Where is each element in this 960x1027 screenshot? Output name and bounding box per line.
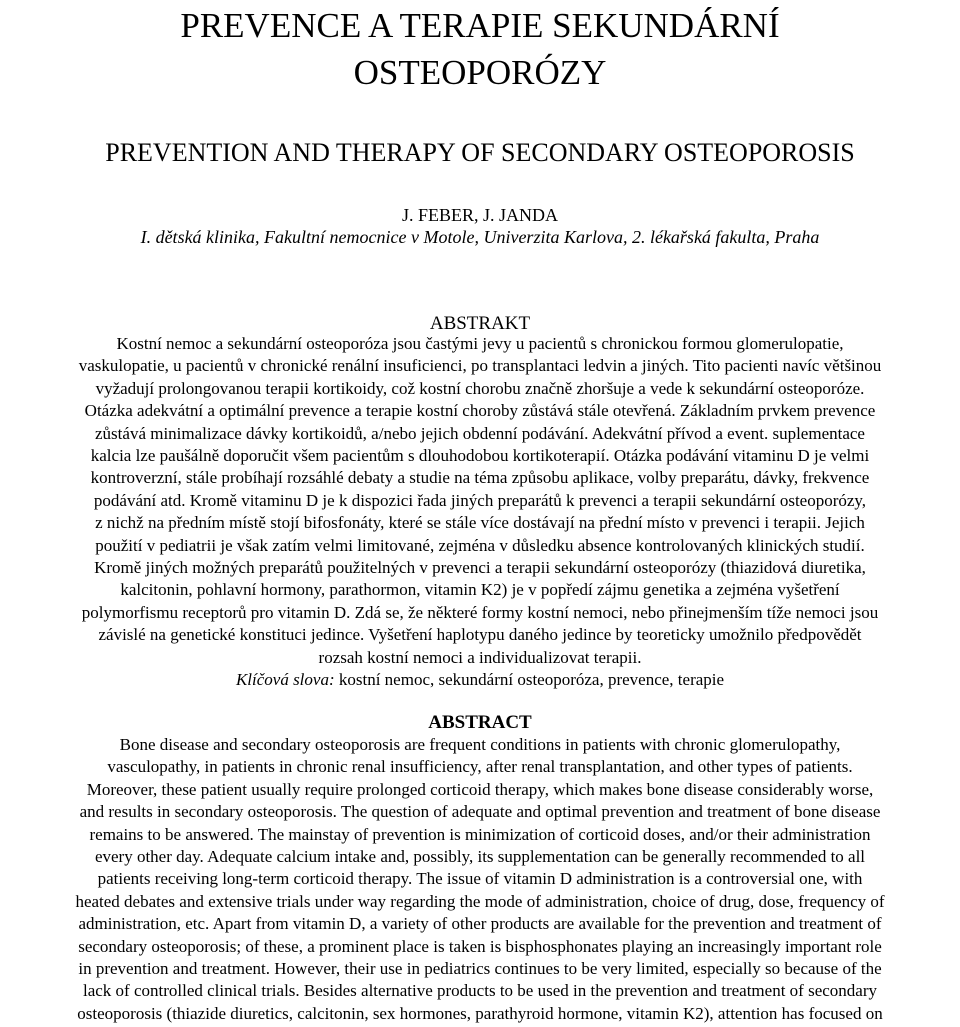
abstrakt-heading: ABSTRAKT [429, 313, 531, 334]
abstract-line: heated debates and extensive trials under way regarding the mode of administration, choice of drug, dose, frequency of [75, 891, 885, 911]
abstrakt-body [2, 333, 958, 692]
abstrakt-line: rozsah kostní nemoci a individualizovat terapii. [318, 647, 642, 667]
abstrakt-line: kalcitonin, pohlavní hormony, parathormon, vitamin K2) je v popředí zájmu genetika a zejména vyšetření [120, 580, 840, 600]
abstract-line: secondary osteoporosis; of these, a prominent place is taken is bisphosphonates playing an increasingly important role [78, 936, 882, 956]
abstract-line: remains to be answered. The mainstay of prevention is minimization of corticoid doses, and/or their administration [89, 824, 871, 844]
abstrakt-line: kalcia lze paušálně doporučit všem pacientům s dlouhodobou kortikoterapií. Otázka podávání vitaminu D je velmi [90, 446, 870, 466]
abstrakt-line: kontroverzní, stále probíhají rozsáhlé debaty a studie na téma způsobu aplikace, volby preparátu, dávky, frekvence [90, 468, 870, 488]
abstract-heading: ABSTRACT [428, 712, 532, 733]
abstrakt-line: Otázka adekvátní a optimální prevence a terapie kostní choroby zůstává stále otevřená. Základním prvkem prevence [84, 401, 876, 421]
abstract-line: Bone disease and secondary osteoporosis are frequent conditions in patients with chronic glomerulopathy, [119, 735, 841, 754]
abstrakt-line: zůstává minimalizace dávky kortikoidů, a/nebo jejich obdenní podávání. Adekvátní přívod a event. suplementace [95, 423, 865, 443]
abstrakt-line: závislé na genetické konstituci jedince. Vyšetření haplotypu daného jedince by teoreticky umožnilo předpovědět [98, 625, 862, 645]
abstrakt-line: vyžadují prolongovanou terapii kortikoidy, což kostní chorobu značně zhoršuje a vede k sekundární osteoporóze. [95, 378, 865, 398]
authors: J. FEBER, J. JANDA [401, 205, 559, 225]
title-english: PREVENTION AND THERAPY OF SECONDARY OSTEOPOROSIS [105, 138, 855, 167]
keywords-line [2, 669, 958, 691]
abstract-line: Moreover, these patient usually require prolonged corticoid therapy, which makes bone disease considerably worse, [86, 779, 874, 799]
keywords-text: kostní nemoc, sekundární osteoporóza, prevence, terapie [334, 670, 725, 690]
abstrakt-line: z nichž na předním místě stojí bifosfonáty, které se stále více dostávají na přední místo v prevenci i terapii. Jejich [95, 513, 865, 533]
title-czech [0, 2, 960, 96]
abstrakt-line: Kromě jiných možných preparátů použitelných v prevenci a terapii sekundární osteoporózy (thiazidová diuretika, [94, 558, 866, 578]
abstrakt-line: použití v pediatrii je však zatím velmi limitované, zejména v důsledku absence kontrolovaných klinických studií. [95, 535, 865, 555]
abstract-line: and results in secondary osteoporosis. The question of adequate and optimal prevention and treatment of bone disease [79, 802, 881, 822]
abstract-line: every other day. Adequate calcium intake and, possibly, its supplementation can be generally recommended to all [94, 847, 866, 867]
abstrakt-line: Kostní nemoc a sekundární osteoporóza jsou častými jevy u pacientů s chronickou formou glomerulopatie, [116, 334, 844, 353]
keywords-label: Klíčová slova: [235, 670, 335, 690]
abstract-line: administration, etc. Apart from vitamin D, a variety of other products are available for the prevention and treatment of [78, 914, 882, 934]
affiliation: I. dětská klinika, Fakultní nemocnice v Motole, Univerzita Karlova, 2. lékařská fakulta, Praha [140, 227, 820, 247]
abstract-line: vasculopathy, in patients in chronic renal insufficiency, after renal transplantation, and other types of patients. [107, 757, 853, 777]
abstract-line: osteoporosis (thiazide diuretics, calcitonin, sex hormones, parathyroid hormone, vitamin K2), attention has focused on [77, 1003, 883, 1023]
abstrakt-line: vaskulopatie, u pacientů v chronické renální insuficienci, po transplantaci ledvin a jiných. Tito pacienti navíc většinou [78, 356, 882, 376]
abstract-line: in prevention and treatment. However, their use in pediatrics continues to be very limited, especially so because of the [78, 959, 882, 979]
abstract-body [2, 734, 958, 1025]
abstract-line: patients receiving long-term corticoid therapy. The issue of vitamin D administration is a controversial one, with [97, 869, 863, 889]
abstract-line: lack of controlled clinical trials. Besides alternative products to be used in the prevention and treatment of secondary [82, 981, 877, 1001]
title-czech-line-2: OSTEOPORÓZY [353, 53, 607, 92]
abstrakt-line: polymorfismu receptorů pro vitamin D. Zdá se, že některé formy kostní nemoci, nebo přinejmenším tíže nemoci jsou [81, 602, 879, 622]
abstrakt-line: podávání atd. Kromě vitaminu D je k dispozici řada jiných preparátů k prevenci a terapii sekundární osteoporózy, [93, 490, 867, 510]
title-czech-line-1: PREVENCE A TERAPIE SEKUNDÁRNÍ [180, 6, 780, 45]
